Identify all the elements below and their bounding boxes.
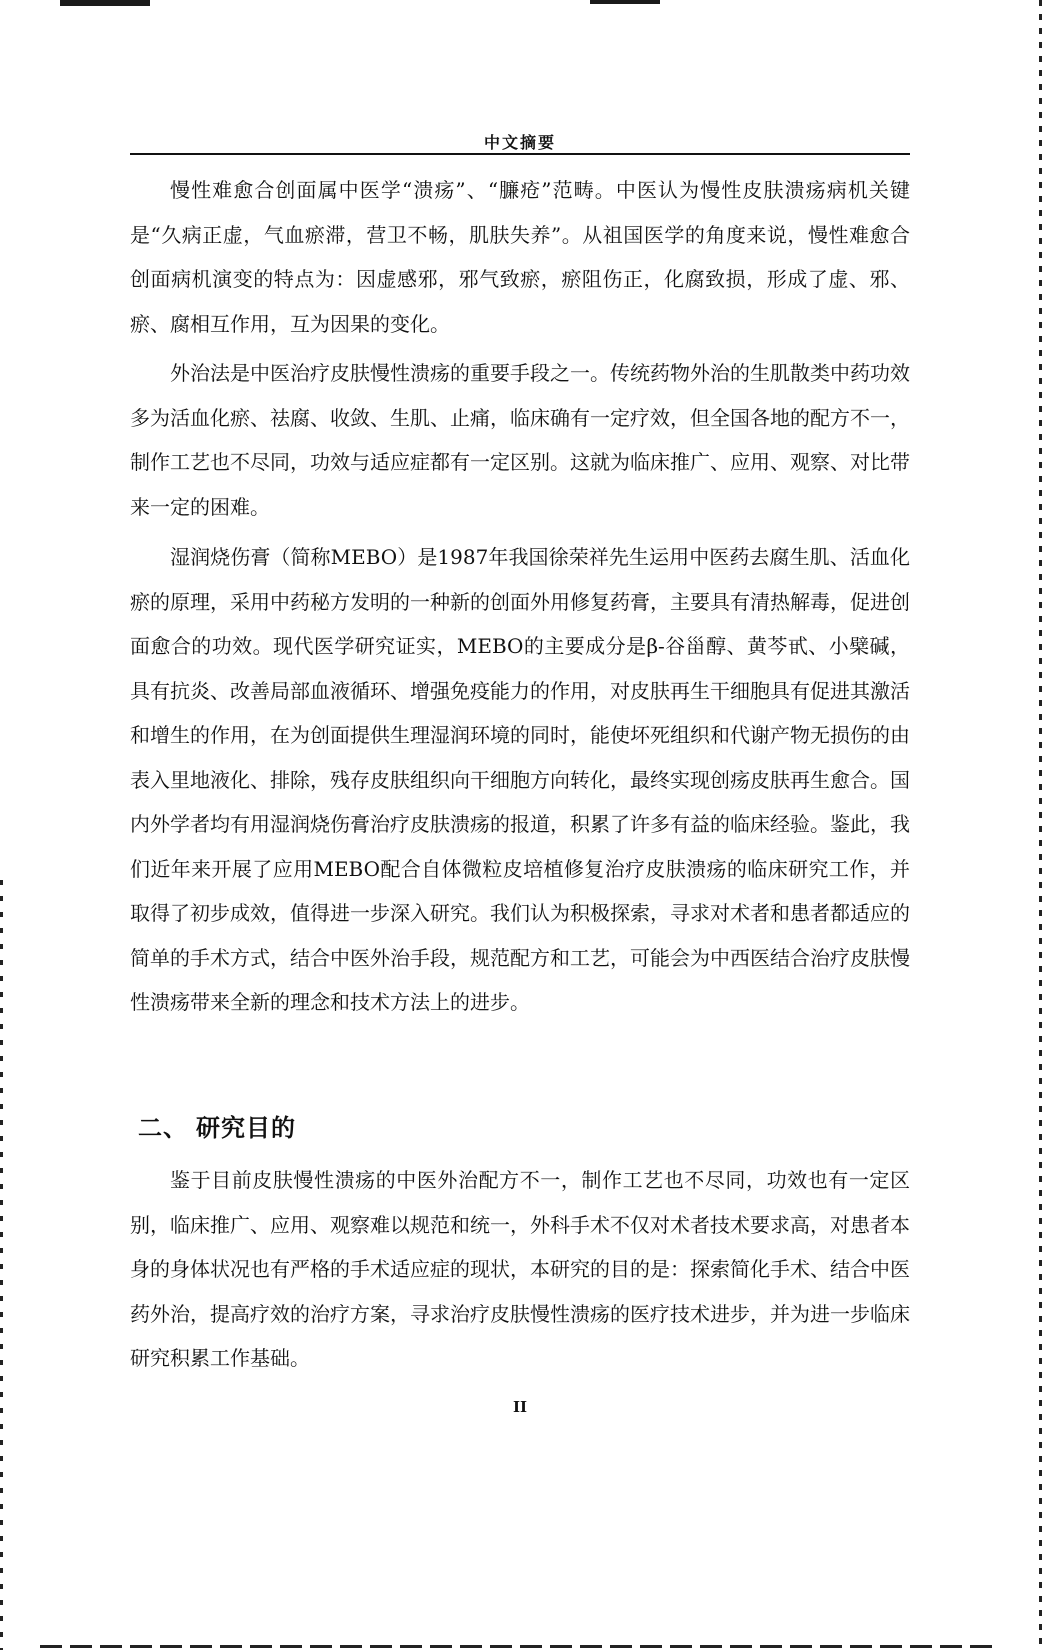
running-header: 中文摘要 [483, 133, 556, 152]
scan-artifact-right-edge [1039, 0, 1042, 1650]
paragraph-mebo: 湿润烧伤膏（简称MEBO）是1987年我国徐荣祥先生运用中医药去腐生肌、活血化瘀的原理，采用中药秘方发明的一种新的创面外用修复药膏，主要具有清热解毒，促进创面愈合的功效。现代医学研究证实，MEBO的主要成分是β-谷甾醇、黄芩甙、小檗碱，具有抗炎、改善局部血液循环、增强免疫能力的作用，对皮肤再生干细胞具有促进其激活和增生的作用，在为创面提供生理湿润环境的同时，能使坏死组织和代谢产物无损伤的由表入里地液化、排除，残存皮肤组织向干细胞方向转化，最终实现创疡皮肤再生愈合。国内外学者均有用湿润烧伤膏治疗皮肤溃疡的报道，积累了许多有益的临床经验。鉴此，我们近年来开展了应用MEBO配合自体微粒皮培植修复治疗皮肤溃疡的临床研究工作，并取得了初步成效，值得进一步深入研究。我们认为积极探索，寻求对术者和患者都适应的简单的手术方式，结合中医外治手段，规范配方和工艺，可能会为中西医结合治疗皮肤慢性溃疡带来全新的理念和技术方法上的进步。 [130, 545, 910, 1014]
section-number: 二、 [138, 1113, 188, 1142]
header-rule [130, 153, 910, 155]
scan-artifact-top-center [590, 0, 660, 4]
scan-artifact-top-left [60, 0, 150, 6]
section-heading [138, 1108, 296, 1143]
scan-artifact-left-edge [0, 880, 3, 1650]
page-number: II [512, 1398, 528, 1416]
section-title: 研究目的 [196, 1113, 296, 1142]
paragraph-external-treatment: 外治法是中医治疗皮肤慢性溃疡的重要手段之一。传统药物外治的生肌散类中药功效多为活血化瘀、祛腐、收敛、生肌、止痛，临床确有一定疗效，但全国各地的配方不一，制作工艺也不尽同，功效与适应症都有一定区别。这就为临床推广、应用、观察、对比带来一定的困难。 [130, 361, 910, 519]
paragraph-research-purpose: 鉴于目前皮肤慢性溃疡的中医外治配方不一，制作工艺也不尽同，功效也有一定区别，临床推广、应用、观察难以规范和统一，外科手术不仅对术者技术要求高，对患者本身的身体状况也有严格的手术适应症的现状，本研究的目的是：探索简化手术、结合中医药外治，提高疗效的治疗方案，寻求治疗皮肤慢性溃疡的医疗技术进步，并为进一步临床研究积累工作基础。 [130, 1168, 910, 1370]
scan-artifact-bottom-edge [40, 1645, 1000, 1648]
paragraph-pathogenesis: 慢性难愈合创面属中医学“溃疡”、“臁疮”范畴。中医认为慢性皮肤溃疡病机关键是“久病正虚，气血瘀滞，营卫不畅，肌肤失养”。从祖国医学的角度来说，慢性难愈合创面病机演变的特点为：因虚感邪，邪气致瘀，瘀阻伤正，化腐致损，形成了虚、邪、瘀、腐相互作用，互为因果的变化。 [130, 178, 910, 336]
